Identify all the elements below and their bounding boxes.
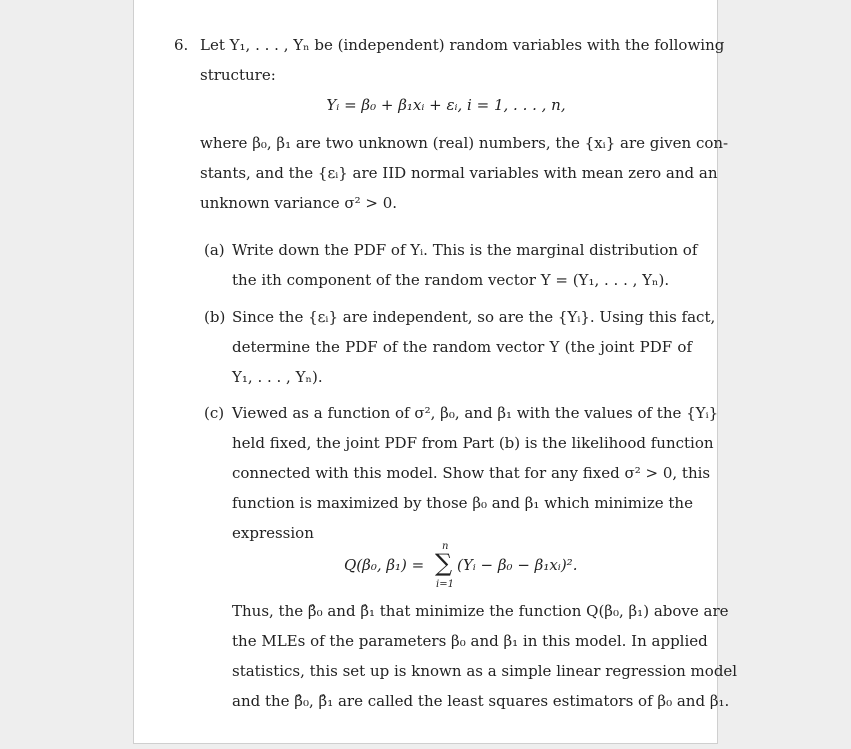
- part-b-label: (b): [204, 308, 226, 326]
- thus-line-2: the MLEs of the parameters β₀ and β₁ in this model. In applied: [232, 632, 708, 650]
- part-b-line-2: determine the PDF of the random vector Y (the joint PDF of: [232, 338, 692, 356]
- q-rhs: (Yᵢ − β₀ − β₁xᵢ)².: [457, 556, 578, 574]
- thus-line-1: Thus, the β̂₀ and β̂₁ that minimize the function Q(β₀, β₁) above are: [232, 602, 729, 620]
- q-equation: [344, 538, 604, 588]
- part-a-label: (a): [204, 241, 225, 259]
- sum-upper: n: [442, 541, 449, 552]
- where-line-1: where β₀, β₁ are two unknown (real) numbers, the {xᵢ} are given con-: [200, 134, 729, 152]
- sum-lower: i=1: [436, 579, 454, 590]
- part-b-line-3: Y₁, . . . , Yₙ).: [232, 368, 323, 386]
- sum-symbol: ∑: [435, 549, 453, 577]
- model-equation: Yᵢ = β₀ + β₁xᵢ + εᵢ, i = 1, . . . , n,: [326, 96, 566, 114]
- q-lhs: Q(β₀, β₁) =: [344, 556, 425, 574]
- part-c-label: (c): [204, 404, 225, 422]
- document-page: [133, 0, 738, 744]
- thus-line-4: and the β̂₀, β̂₁ are called the least squares estimators of β₀ and β₁.: [232, 692, 730, 710]
- part-a-line-1: Write down the PDF of Yᵢ. This is the marginal distribution of: [232, 241, 698, 259]
- part-b-line-1: Since the {εᵢ} are independent, so are the {Yᵢ}. Using this fact,: [232, 308, 716, 326]
- part-c-line-5: expression: [232, 524, 314, 542]
- part-c-line-1: Viewed as a function of σ², β₀, and β₁ with the values of the {Yᵢ}: [232, 404, 719, 422]
- part-a-line-2: the ith component of the random vector Y = (Y₁, . . . , Yₙ).: [232, 271, 670, 289]
- intro-line-2: structure:: [200, 66, 276, 84]
- thus-line-3: statistics, this set up is known as a simple linear regression model: [232, 662, 738, 680]
- where-line-2: stants, and the {εᵢ} are IID normal variables with mean zero and an: [200, 164, 718, 182]
- part-c-line-2: held fixed, the joint PDF from Part (b) is the likelihood function: [232, 434, 714, 452]
- part-c-line-4: function is maximized by those β₀ and β₁ which minimize the: [232, 494, 693, 512]
- where-line-3: unknown variance σ² > 0.: [200, 194, 398, 212]
- problem-number: 6.: [174, 36, 189, 54]
- part-c-line-3: connected with this model. Show that for any fixed σ² > 0, this: [232, 464, 711, 482]
- intro-line-1: Let Y₁, . . . , Yₙ be (independent) random variables with the following: [200, 36, 725, 54]
